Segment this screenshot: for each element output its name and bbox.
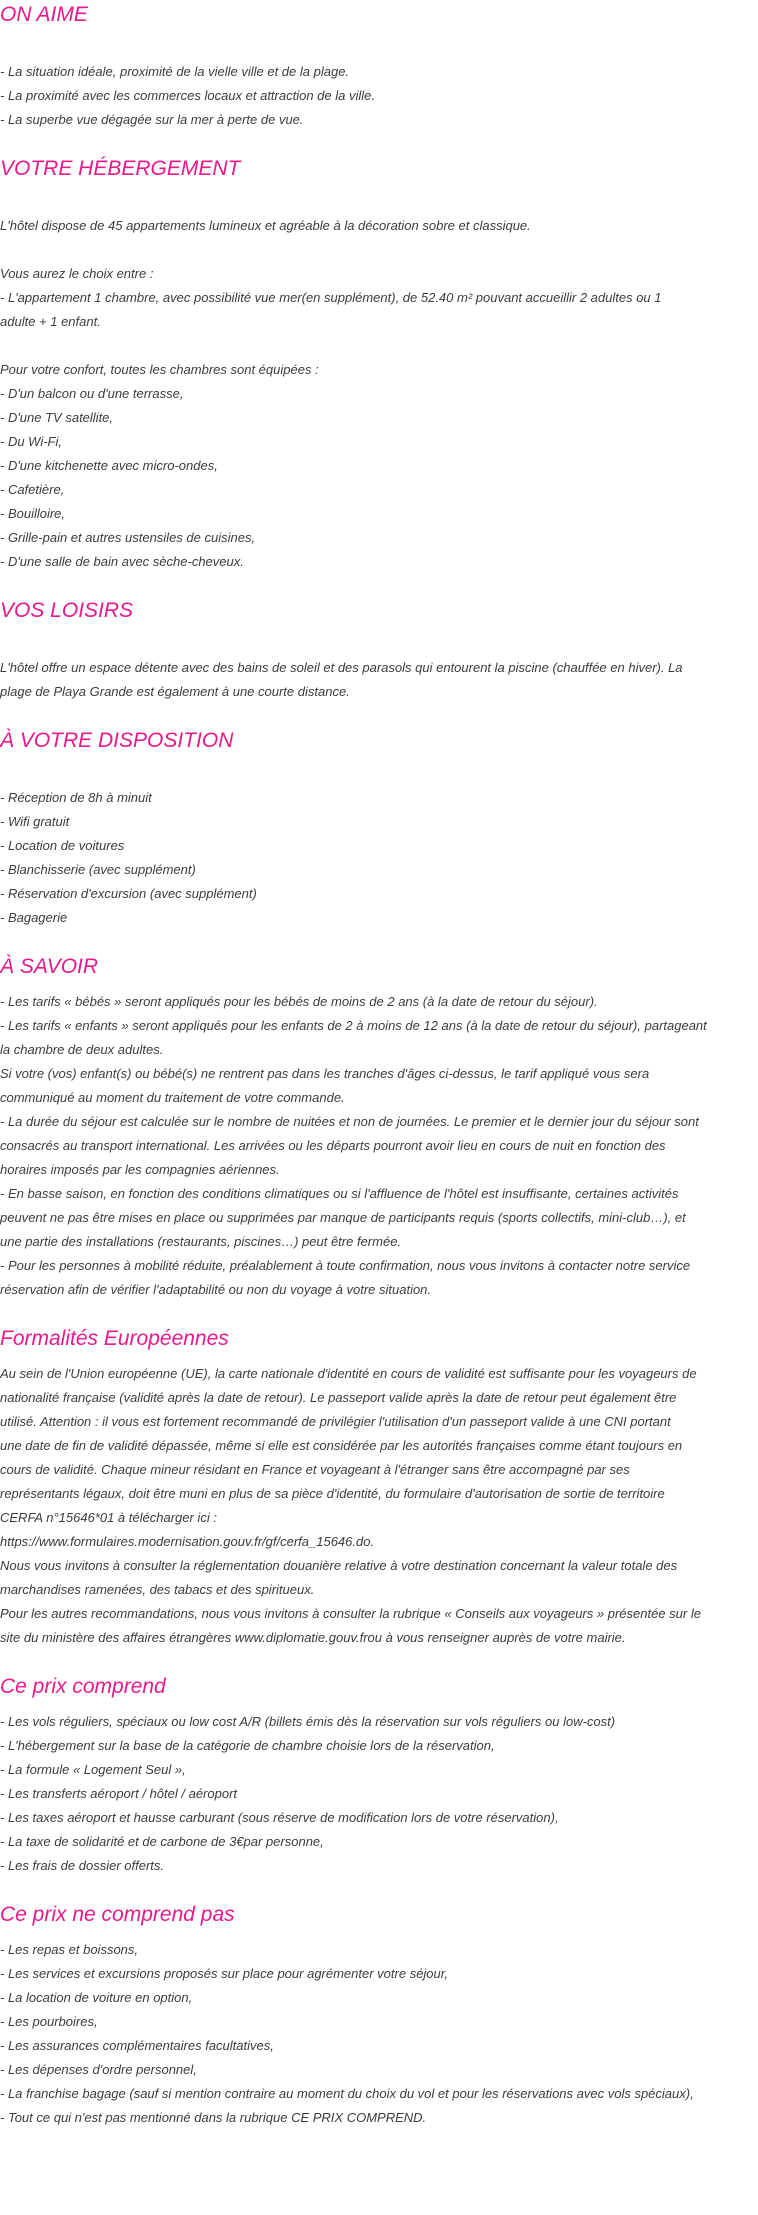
text-line: - Tout ce qui n'est pas mentionné dans la rubrique CE PRIX COMPREND. — [0, 2110, 427, 2125]
text-line: Au sein de l'Union européenne (UE), la carte nationale d'identité en cours de validité est suffisante pour les voyageurs de — [0, 1366, 697, 1381]
text-line: utilisé. Attention : il vous est fortement recommandé de privilégier l'utilisation d'un passeport valide à une CNI portant — [0, 1414, 671, 1429]
text-line: - D'une salle de bain avec sèche-cheveux. — [0, 554, 244, 569]
text-line: L'hôtel offre un espace détente avec des bains de soleil et des parasols qui entourent la piscine (chauffée en hiver). La — [0, 660, 683, 675]
on-aime-list — [0, 60, 758, 132]
section-title-hebergement: VOTRE HÉBERGEMENT — [0, 157, 241, 180]
prix-ne-comprend-list — [0, 1938, 758, 2130]
text-line: - Les services et excursions proposés sur place pour agrémenter votre séjour, — [0, 1966, 448, 1981]
text-line: - Les frais de dossier offerts. — [0, 1858, 165, 1873]
text-line: Pour les autres recommandations, nous vous invitons à consulter la rubrique « Conseils aux voyageurs » présentée sur le — [0, 1606, 701, 1621]
text-line: une date de fin de validité dépassée, même si elle est considérée par les autorités françaises comme étant toujours en — [0, 1438, 683, 1453]
text-line: - Wifi gratuit — [0, 814, 70, 829]
text-line: - La formule « Logement Seul », — [0, 1762, 186, 1777]
section-prix-comprend — [0, 1672, 758, 1878]
section-title-disposition: À VOTRE DISPOSITION — [0, 729, 234, 752]
text-line: https://www.formulaires.modernisation.gouv.fr/gf/cerfa_15646.do. — [0, 1534, 375, 1549]
text-line: - Les assurances complémentaires facultatives, — [0, 2038, 274, 2053]
section-hebergement — [0, 154, 758, 574]
text-line: - Bagagerie — [0, 910, 68, 925]
text-line: site du ministère des affaires étrangères www.diplomatie.gouv.frou à vous renseigner auprès de votre mairie. — [0, 1630, 626, 1645]
hebergement-intro: L'hôtel dispose de 45 appartements lumineux et agréable à la décoration sobre et classique. — [0, 218, 531, 233]
text-line: - Cafetière, — [0, 482, 65, 497]
text-line: - Les dépenses d'ordre personnel, — [0, 2062, 197, 2077]
text-line: Si votre (vos) enfant(s) ou bébé(s) ne rentrent pas dans les tranches d'âges ci-dessus, le tarif appliqué vous sera — [0, 1066, 650, 1081]
text-line: communiqué au moment du traitement de votre commande. — [0, 1090, 345, 1105]
text-line: marchandises ramenées, des tabacs et des spiritueux. — [0, 1582, 315, 1597]
text-line: une partie des installations (restaurants, piscines…) peut être fermée. — [0, 1234, 402, 1249]
text-line: Pour votre confort, toutes les chambres sont équipées : — [0, 362, 319, 377]
text-line: représentants légaux, doit être muni en plus de sa pièce d'identité, du formulaire d'autorisation de sortie de territoire — [0, 1486, 665, 1501]
text-line: - Réservation d'excursion (avec supplément) — [0, 886, 257, 901]
text-line: horaires imposés par les compagnies aériennes. — [0, 1162, 280, 1177]
text-line: la chambre de deux adultes. — [0, 1042, 164, 1057]
section-title-on-aime: ON AIME — [0, 3, 88, 26]
text-line: - Pour les personnes à mobilité réduite, préalablement à toute confirmation, nous vous invitons à contacter notre service — [0, 1258, 691, 1273]
formalites-text — [0, 1362, 758, 1650]
text-line: - Les repas et boissons, — [0, 1942, 139, 1957]
text-line: plage de Playa Grande est également à une courte distance. — [0, 684, 350, 699]
text-line: nationalité française (validité après la date de retour). Le passeport valide après la date de retour peut également être — [0, 1390, 677, 1405]
text-line: - Bouilloire, — [0, 506, 66, 521]
text-line: réservation afin de vérifier l'adaptabilité ou non du voyage à votre situation. — [0, 1282, 432, 1297]
section-on-aime — [0, 0, 758, 132]
section-title-loisirs: VOS LOISIRS — [0, 599, 134, 622]
text-line: - Les taxes aéroport et hausse carburant (sous réserve de modification lors de votre réservation), — [0, 1810, 559, 1825]
text-line: - La location de voiture en option, — [0, 1990, 193, 2005]
disposition-list — [0, 786, 758, 930]
savoir-text — [0, 990, 758, 1302]
text-line: - L'hébergement sur la base de la catégorie de chambre choisie lors de la réservation, — [0, 1738, 495, 1753]
text-line: Nous vous invitons à consulter la réglementation douanière relative à votre destination concernant la valeur totale des — [0, 1558, 678, 1573]
text-line: - Les transferts aéroport / hôtel / aéroport — [0, 1786, 238, 1801]
text-line: - D'une TV satellite, — [0, 410, 114, 425]
text-line: - Les tarifs « bébés » seront appliqués pour les bébés de moins de 2 ans (à la date de retour du séjour). — [0, 994, 598, 1009]
text-line: - Les pourboires, — [0, 2014, 98, 2029]
text-line: Vous aurez le choix entre : — [0, 266, 154, 281]
text-line: - La superbe vue dégagée sur la mer à perte de vue. — [0, 112, 304, 127]
text-line: - Les vols réguliers, spéciaux ou low cost A/R (billets émis dès la réservation sur vols réguliers ou low-cost) — [0, 1714, 616, 1729]
section-savoir — [0, 952, 758, 1302]
text-line: - La franchise bagage (sauf si mention contraire au moment du choix du vol et pour les réservations avec vols spéciaux), — [0, 2086, 694, 2101]
section-formalites — [0, 1324, 758, 1650]
section-prix-ne-comprend — [0, 1900, 758, 2130]
text-line: - Grille-pain et autres ustensiles de cuisines, — [0, 530, 256, 545]
text-line: - Blanchisserie (avec supplément) — [0, 862, 196, 877]
text-line: - D'un balcon ou d'une terrasse, — [0, 386, 184, 401]
text-line: - Réception de 8h à minuit — [0, 790, 152, 805]
text-line: cours de validité. Chaque mineur résidant en France et voyageant à l'étranger sans être accompagné par ses — [0, 1462, 630, 1477]
section-loisirs — [0, 596, 758, 704]
hebergement-equipment-list — [0, 358, 758, 574]
text-line: - La taxe de solidarité et de carbone de 3€par personne, — [0, 1834, 324, 1849]
prix-comprend-list — [0, 1710, 758, 1878]
text-line: - L'appartement 1 chambre, avec possibilité vue mer(en supplément), de 52.40 m² pouvant accueillir 2 adultes ou 1 — [0, 290, 662, 305]
text-line: CERFA n°15646*01 à télécharger ici : — [0, 1510, 217, 1525]
text-line: - Location de voitures — [0, 838, 125, 853]
hebergement-choice — [0, 262, 758, 334]
text-line: peuvent ne pas être mises en place ou supprimées par manque de participants requis (sports collectifs, mini-club…), et — [0, 1210, 686, 1225]
section-title-prix-ne-comprend: Ce prix ne comprend pas — [0, 1903, 235, 1926]
section-disposition — [0, 726, 758, 930]
text-line: - Du Wi-Fi, — [0, 434, 62, 449]
section-title-formalites: Formalités Européennes — [0, 1327, 229, 1350]
text-line: consacrés au transport international. Les arrivées ou les départs pourront avoir lieu en cours de nuit en fonction des — [0, 1138, 666, 1153]
section-title-savoir: À SAVOIR — [0, 955, 99, 978]
section-title-prix-comprend: Ce prix comprend — [0, 1675, 166, 1698]
text-line: - Les tarifs « enfants » seront appliqués pour les enfants de 2 à moins de 12 ans (à la date de retour du séjour), partageant — [0, 1018, 707, 1033]
text-line: adulte + 1 enfant. — [0, 314, 101, 329]
text-line: - En basse saison, en fonction des conditions climatiques ou si l'affluence de l'hôtel est insuffisante, certaines activités — [0, 1186, 679, 1201]
text-line: - La situation idéale, proximité de la vielle ville et de la plage. — [0, 64, 350, 79]
text-line: - La proximité avec les commerces locaux et attraction de la ville. — [0, 88, 375, 103]
text-line: - La durée du séjour est calculée sur le nombre de nuitées et non de journées. Le premier et le dernier jour du séjour sont — [0, 1114, 699, 1129]
text-line: - D'une kitchenette avec micro-ondes, — [0, 458, 218, 473]
loisirs-text — [0, 656, 758, 704]
